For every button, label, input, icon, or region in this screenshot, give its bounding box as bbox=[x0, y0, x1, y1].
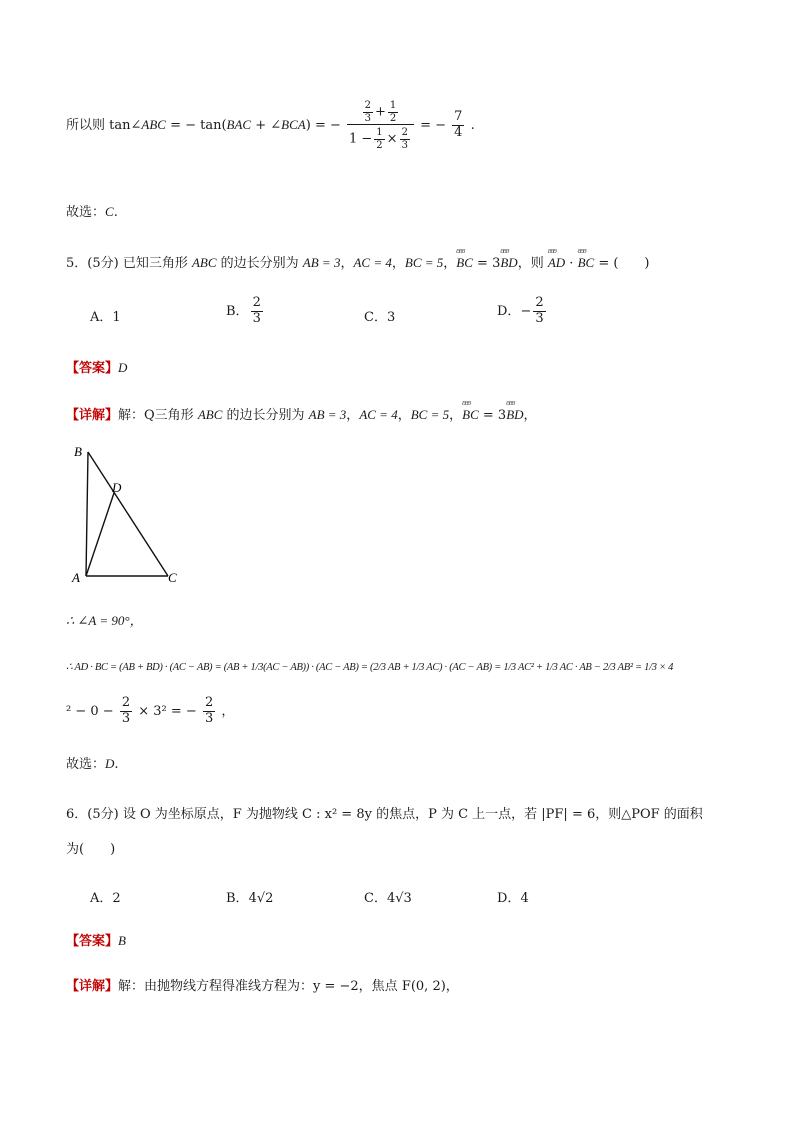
num: 2 bbox=[252, 295, 261, 310]
text: 的边长分别为 bbox=[222, 408, 309, 423]
text: BCA bbox=[281, 117, 306, 132]
answer-value: D bbox=[118, 360, 128, 375]
label: C． bbox=[364, 891, 387, 906]
text: BC = 5 bbox=[404, 255, 444, 270]
q6-option-c[interactable] bbox=[364, 887, 412, 906]
den: 3 bbox=[401, 139, 408, 151]
den: 2 bbox=[389, 112, 397, 124]
num: 7 bbox=[454, 109, 463, 125]
segment-ad bbox=[86, 493, 114, 576]
detail-tag: 【详解】 bbox=[66, 408, 119, 423]
text: ，则 bbox=[517, 256, 548, 271]
text: 所以则 tan∠ bbox=[66, 118, 142, 133]
angle-line: ∴ ∠A = 90°， bbox=[66, 613, 143, 628]
text: = − tan( bbox=[165, 118, 227, 133]
text: BAC bbox=[226, 117, 252, 132]
label: D． bbox=[497, 303, 521, 319]
num: 2 bbox=[364, 100, 372, 111]
big-fraction bbox=[347, 100, 414, 151]
vector: ʊʊʊ BC bbox=[462, 407, 479, 423]
q6-title: 6．(5分) 设 O 为坐标原点，F 为抛物线 C : x² = 8y 的焦点，P 为 C 上一点，若 |PF| = 6，则△POF 的面积 bbox=[66, 807, 703, 822]
answer-tag: 【答案】 bbox=[66, 361, 119, 376]
value: 4 bbox=[520, 891, 529, 906]
text: ABC bbox=[141, 117, 166, 132]
q6-option-b[interactable] bbox=[226, 887, 273, 906]
text: 解：由抛物线方程得准线方程为：y = −2，焦点 F(0, 2)， bbox=[118, 979, 459, 994]
neg: − bbox=[520, 303, 532, 319]
q6-option-d[interactable] bbox=[497, 887, 529, 906]
num: 2 bbox=[204, 695, 214, 710]
q6-title-cont: 为( ) bbox=[66, 842, 116, 857]
triangle-figure bbox=[66, 440, 196, 590]
label-c: C bbox=[168, 570, 177, 585]
label: B． bbox=[226, 891, 249, 906]
value: 4√2 bbox=[248, 891, 274, 906]
answer-tag: 【答案】 bbox=[66, 934, 119, 949]
den: 3 bbox=[252, 310, 261, 326]
den: 3 bbox=[364, 112, 372, 124]
choose-c-line bbox=[66, 201, 118, 220]
times: × bbox=[386, 131, 398, 147]
text: . bbox=[113, 205, 118, 220]
vector: ʊʊʊ BC bbox=[578, 255, 595, 271]
text: BC = 5 bbox=[410, 407, 450, 422]
text: C bbox=[105, 204, 114, 219]
den: 2 bbox=[376, 139, 383, 151]
vector: ʊʊʊ BD bbox=[506, 407, 523, 423]
value: 4√3 bbox=[386, 891, 412, 906]
q5-detail: 【详解】解：Q三角形 ABC 的边长分别为 AB = 3，AC = 4，BC = 5，ʊʊʊ BC = 3ʊʊʊ BD， bbox=[66, 404, 537, 423]
value: 1 bbox=[112, 310, 121, 325]
detail-tag: 【详解】 bbox=[66, 979, 119, 994]
q6-option-a[interactable] bbox=[90, 887, 121, 906]
answer-value: B bbox=[118, 933, 126, 948]
num: 2 bbox=[535, 295, 544, 310]
den: 3 bbox=[121, 710, 131, 726]
q6-answer bbox=[66, 930, 126, 949]
text: AC = 4 bbox=[353, 255, 392, 270]
choose-d-line bbox=[66, 753, 119, 772]
text: = − bbox=[420, 118, 447, 133]
text: D bbox=[105, 756, 115, 771]
num: 2 bbox=[401, 127, 408, 138]
vector-calc-line: ∴ AD · BC = (AB + BD) · (AC − AB) = (AB + 1/3(AC − AB)) · (AC − AB) = (2/3 AB + 1/3 AC) · (AC − AB) = 1/3 AC² + 1/3 AC · AB − 2/3 AB² = 1/3 × 4 bbox=[66, 662, 674, 673]
label: D． bbox=[497, 891, 521, 906]
label-b: B bbox=[74, 444, 82, 459]
side-ab bbox=[86, 452, 88, 576]
text: 解：Q三角形 bbox=[118, 408, 198, 423]
den: 4 bbox=[454, 125, 463, 140]
q6-detail bbox=[66, 975, 459, 994]
text: × 3² = − bbox=[138, 703, 197, 719]
label: A． bbox=[90, 310, 113, 325]
q5-option-c[interactable] bbox=[364, 306, 395, 325]
one-minus: 1 − bbox=[349, 131, 373, 147]
num: 2 bbox=[121, 695, 131, 710]
text: = 3 bbox=[478, 408, 507, 423]
text: ) = − bbox=[305, 118, 341, 133]
text: . bbox=[114, 757, 119, 772]
label: C． bbox=[364, 310, 387, 325]
plus: + bbox=[375, 104, 386, 120]
text: ABC bbox=[191, 255, 217, 270]
tan-formula-line bbox=[66, 100, 475, 151]
text: 故选： bbox=[66, 757, 106, 772]
text: AC = 4 bbox=[359, 407, 398, 422]
text: AB = 3 bbox=[308, 407, 347, 422]
q5-option-d[interactable] bbox=[497, 296, 548, 327]
text: + ∠ bbox=[251, 118, 282, 133]
side-bc bbox=[88, 452, 168, 576]
text: ， bbox=[221, 703, 235, 719]
vector: ʊʊʊ BD bbox=[500, 255, 517, 271]
label-a: A bbox=[72, 570, 80, 585]
text: 5．(5分) 已知三角形 bbox=[66, 256, 188, 271]
vector: ʊʊʊ BC bbox=[456, 255, 473, 271]
value: 2 bbox=[112, 891, 121, 906]
text: 的边长分别为 bbox=[216, 256, 303, 271]
den: 3 bbox=[535, 310, 544, 326]
text: 故选： bbox=[66, 205, 106, 220]
num: 1 bbox=[376, 127, 383, 138]
den: 3 bbox=[204, 710, 214, 726]
q5-option-b[interactable] bbox=[226, 296, 265, 327]
text: ² − 0 − bbox=[66, 703, 114, 719]
q5-answer bbox=[66, 357, 127, 376]
text: . bbox=[470, 118, 475, 133]
label: B． bbox=[226, 303, 249, 319]
text: = 3 bbox=[472, 256, 501, 271]
text: ABC bbox=[197, 407, 223, 422]
text: AB = 3 bbox=[302, 255, 341, 270]
num: 1 bbox=[389, 100, 397, 111]
text: · bbox=[565, 256, 578, 271]
text: = ( ) bbox=[594, 256, 650, 271]
q5-option-a[interactable] bbox=[90, 306, 121, 325]
q5-title: 5．(5分) 已知三角形 ABC 的边长分别为 AB = 3，AC = 4，BC = 5，ʊʊʊ BC = 3ʊʊʊ BD，则 ʊʊʊ AD · ʊʊʊ BC = ( ) bbox=[66, 252, 650, 271]
value: 3 bbox=[386, 310, 396, 325]
vector-calc-line-2 bbox=[66, 696, 234, 727]
vector: ʊʊʊ AD bbox=[548, 255, 565, 271]
label: A． bbox=[90, 891, 113, 906]
label-d: D bbox=[112, 480, 122, 495]
